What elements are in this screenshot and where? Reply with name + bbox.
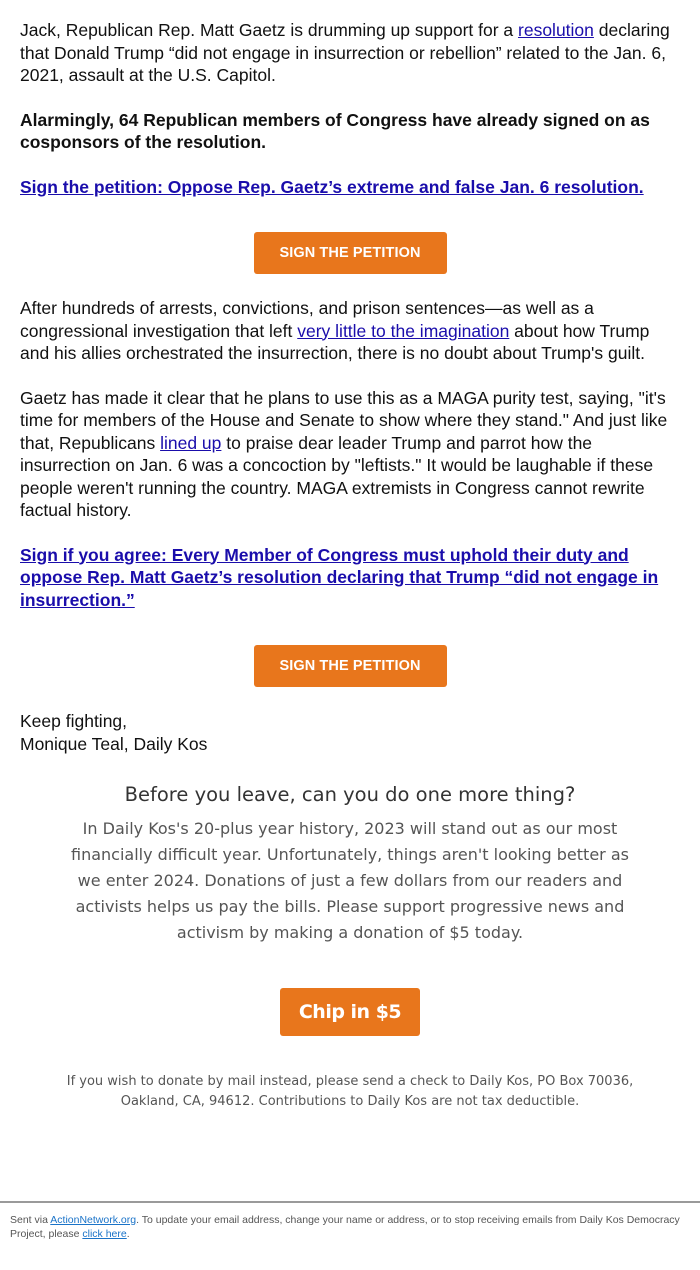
email-footer — [0, 1201, 700, 1241]
sign-petition-button-2[interactable]: SIGN THE PETITION — [254, 645, 447, 687]
signature: Monique Teal, Daily Kos — [20, 733, 208, 754]
lined-up-link[interactable]: lined up — [160, 432, 222, 453]
cosponsor-paragraph: Alarmingly, 64 Republican members of Congress have already signed on as cosponsors of the resolution. — [20, 109, 650, 152]
purity-test-text-continued: to praise dear leader Trump and parrot how the insurrection on Jan. 6 was a concoction by "leftists." It would be laughable if these people weren't running the country. MAGA extremists in Congress cannot rewrite factual history. — [20, 432, 654, 520]
imagination-link[interactable]: very little to the imagination — [297, 320, 510, 341]
intro-text: Jack, Republican Rep. Matt Gaetz is drumming up support for a — [20, 20, 519, 40]
petition-link-1[interactable]: Sign the petition: Oppose Rep. Gaetz’s extreme and false Jan. 6 resolution. — [20, 176, 644, 197]
email-body — [20, 19, 680, 755]
investigation-text-continued: about how Trump and his allies orchestrated the insurrection, there is no doubt about Trump's guilt. — [20, 320, 650, 363]
donation-appeal — [0, 780, 700, 1112]
petition-link-2[interactable]: Sign if you agree: Every Member of Congress must uphold their duty and oppose Rep. Matt Gaetz’s resolution declaring that Trump “did not engage in insurrection.” — [20, 544, 659, 610]
appeal-heading: Before you leave, can you do one more thing? — [124, 783, 576, 806]
click-here-link[interactable]: click here — [82, 1228, 127, 1240]
investigation-paragraph — [20, 297, 680, 365]
signoff: Keep fighting, — [20, 711, 128, 731]
purity-test-text: Gaetz has made it clear that he plans to use this as a MAGA purity test, saying, "it's time for members of the House and Senate to show where they stand." And just like that, Republicans — [20, 387, 668, 453]
purity-test-paragraph — [20, 387, 680, 522]
appeal-body: In Daily Kos's 20-plus year history, 2023 will stand out as our most financially difficult year. Unfortunately, things aren't looking better as we enter 2024. Donations of just a few dollars from our readers and activists helps us pay the bills. Please support progressive news and activism by making a donation of $5 today. — [71, 819, 629, 942]
resolution-link[interactable]: resolution — [518, 20, 594, 40]
chip-in-button[interactable]: Chip in $5 — [280, 988, 420, 1036]
footer-text: . To update your email address, change your name or address, or to stop receiving emails from Daily Kos Democracy Project, please — [10, 1214, 680, 1240]
intro-paragraph — [20, 19, 680, 87]
footer-end: . — [126, 1228, 130, 1240]
sign-petition-button-1[interactable]: SIGN THE PETITION — [254, 232, 447, 274]
mail-donation-note: If you wish to donate by mail instead, please send a check to Daily Kos, PO Box 70036, Oakland, CA, 94612. Contributions to Daily Kos are not tax deductible. — [66, 1074, 634, 1109]
intro-text-continued: declaring that Donald Trump “did not engage in insurrection or rebellion” related to the Jan. 6, 2021, assault at the U.S. Capitol. — [20, 20, 670, 85]
actionnetwork-link[interactable]: ActionNetwork.org — [50, 1214, 137, 1226]
footer-sent-via: Sent via — [10, 1214, 51, 1226]
investigation-text: After hundreds of arrests, convictions, and prison sentences—as well as a congressional investigation that left — [20, 298, 594, 341]
